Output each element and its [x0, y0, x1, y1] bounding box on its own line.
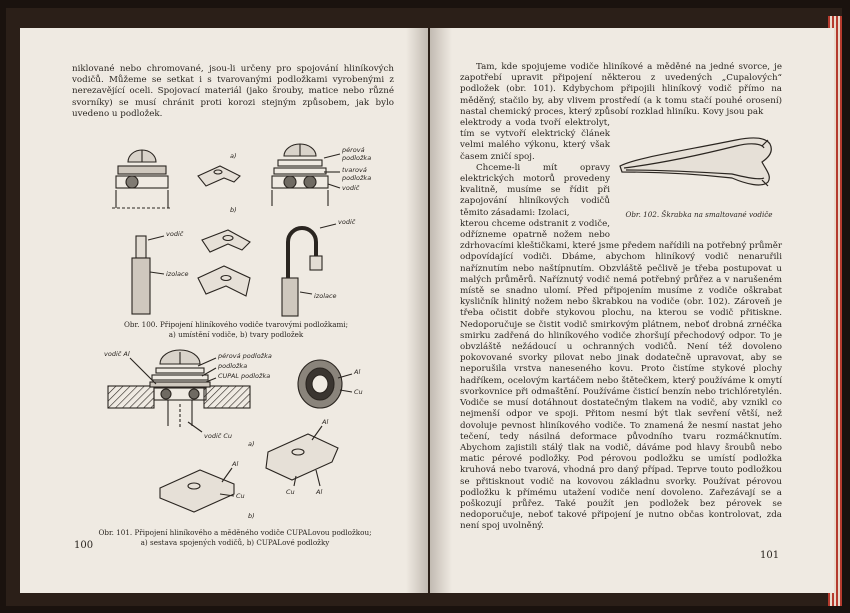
- left-page: [20, 28, 428, 593]
- fig100-label-vodic-right: vodič: [338, 218, 356, 226]
- figure-102-drawing: [616, 118, 782, 206]
- fig100-label-vodic: vodič: [342, 184, 360, 192]
- figure-101-drawing: [90, 348, 390, 526]
- fig100-label-tvarova: tvarová: [342, 166, 367, 174]
- figure-101-caption: [74, 528, 396, 547]
- right-paragraph-2-float: Chceme-li mít opravy elektrických motorů provedeny kvalitně, musíme se řídit při zapojování hliníkových vodičů těmito zásadami: Izolaci,: [460, 162, 610, 218]
- fig100-label-izolace-right: izolace: [314, 292, 337, 300]
- fig101-label-al-top: Al: [354, 368, 361, 376]
- fig100-label-b: b): [230, 206, 237, 214]
- fig101-label-podlozka: podložka: [218, 362, 248, 370]
- fig101-label-a: a): [248, 440, 255, 448]
- figure-100-caption-line2: a) umístění vodiče, b) tvary podložek: [168, 329, 304, 339]
- fig101-label-b: b): [248, 512, 255, 520]
- fig101-label-cupal-podlozka: CUPAL podložka: [218, 372, 271, 380]
- right-text-column: [460, 62, 782, 533]
- fig100-label-a: a): [230, 152, 237, 160]
- fig100-label-vodic-left: vodič: [166, 230, 184, 238]
- figure-102-caption: Obr. 102. Škrabka na smaltované vodiče: [625, 210, 773, 220]
- fig101-label-cu-b2: Cu: [286, 488, 295, 496]
- figure-100-caption: [80, 320, 392, 339]
- right-paragraph-2-rest: kterou chceme odstranit z vodiče, odřízneme opatrně nožem nebo zdrhovacími kleštičkami, které jsme předem nařídili na potřebný průměr odpovídající vodiči. Dbáme, abychom hliníkový vodič nenaruřili naříznutím nebo naštípnutím. Obzvláště pečlivě je třeba postupovat u malých průměrů. Naříznutý vodič nemá potřebný průřez a v narušeném místě se snadno ulomí. Před připojením musíme z vodiče oškrabat kysličník hlinitý nožem nebo škrabkou na vodiče (obr. 102). Zároveň je třeba očistit dobře stykovou plochu, na kterou se vodič přitiskne. Nedoporučuje se čistit vodič smirkovým plátnem, neboť drobná zrnéčka smirku zadřená do hliníkového vodiče zhoršují přechodový odpor. To je obvzláště nežádoucí u ochranných vodičů. Není též dovoleno pokovované svorky pilovat nebo jinak dodatečně upravovat, aby se neporušila vrstva naneseného kovu. Proto čistíme stykové plochy hadříkem, ocelovým kartáčem nebo štětečkem, který používáme k omytí svorkovnice při odmaštění. Používáme čisticí benzín nebo trichlóretylén. Vodiče se musí dotáhnout dostatečným tlakem na vodič, aby vznikl co nejmenší odpor ve spoji. Přitom nesmí být tlak sevření větší, než dovoluje pevnost hliníkového vodiče. To znamená že nesmí nastat jeho tečení, tedy násilná deformace původního tvaru rozmáčknutím. Abychom zajistili stálý tlak na vodič, dáváme pod hlavy šroubů nebo matic pérové podložky. Pod pérovou podložku se umístí podložka kruhová nebo tvarová, vhodná pro daný případ. Teprve touto podložkou se přitisknout vodič na kovovou základnu svorky. Používat pérovou podložku k přímému utažení vodiče není dovoleno. Zařezávají se a poškozují průřez. Také použít jen podložek bez pérovek se nedoporučuje, neboť takové připojení je nutno občas kontrolovat, zda není spoj uvolněný.: [460, 218, 782, 532]
- fig101-label-vodic-al: vodič Al: [104, 350, 130, 358]
- fig100-label-podlozka2: podložka: [342, 174, 372, 182]
- figure-100-caption-line1: Obr. 100. Připojení hliníkového vodiče tvarovými podložkami;: [123, 320, 349, 329]
- right-paragraph-1-rest: elektrody a voda tvoří elektrolyt, tím se vytvoří elektrický článek velmi malého výkonu, který však časem zničí spoj.: [460, 118, 610, 162]
- fig101-label-cu-top: Cu: [354, 388, 363, 396]
- figure-102: [616, 118, 782, 230]
- page-number-left: 100: [74, 540, 94, 551]
- figure-101-caption-line2: a) sestava spojených vodičů, b) CUPALové podložky: [140, 537, 330, 547]
- fig100-label-podlozka: podložka: [342, 154, 372, 162]
- fig101-label-al-b3: Al: [316, 488, 323, 496]
- fig101-label-vodic-cu: vodič Cu: [204, 432, 233, 440]
- figure-101: [90, 348, 390, 530]
- fig101-label-al-b1: Al: [232, 460, 239, 468]
- left-paragraph: niklované nebo chromované, jsou-li určeny pro spojování hliníkových vodičů. Můžeme se setkat i s tvarovanými podložkami vyrobenými z nerezavějící oceli. Spojovací materiál (jako šrouby, matice nebo různé svorníky) se musí chránit proti korozi stejným způsobem, jak bylo uvedeno u podložek.: [72, 64, 394, 119]
- left-paragraph-block: [72, 64, 394, 120]
- page-number-right: 101: [760, 550, 780, 561]
- figure-100: [106, 132, 386, 326]
- fig101-label-cu-b1: Cu: [236, 492, 245, 500]
- figure-100-drawing: [106, 132, 386, 322]
- book-spread: [6, 8, 842, 606]
- fig101-label-perova-podlozka: pérová podložka: [218, 352, 272, 360]
- fig101-label-al-b2: Al: [322, 418, 329, 426]
- fig100-label-izolace-left: izolace: [166, 270, 189, 278]
- figure-101-caption-line1: Obr. 101. Připojení hliníkového a měděného vodiče CUPALovou podložkou;: [98, 528, 372, 537]
- fig100-label-perova: pérová: [342, 146, 365, 154]
- right-paragraph-1-top: Tam, kde spojujeme vodiče hliníkové a měděné na jedné svorce, je zapotřebí upravit připojení některou z uvedených „Cupalových“ podložek (obr. 101). Kdybychom připojili hliníkový vodič přímo na měděný, stačilo by, aby vlivem prostředí (a k tomu stačí pouhé orosení) nastal chemický proces, který způsobí rozklad hliníku. Kovy jsou pak: [460, 62, 782, 117]
- right-page: [430, 28, 834, 593]
